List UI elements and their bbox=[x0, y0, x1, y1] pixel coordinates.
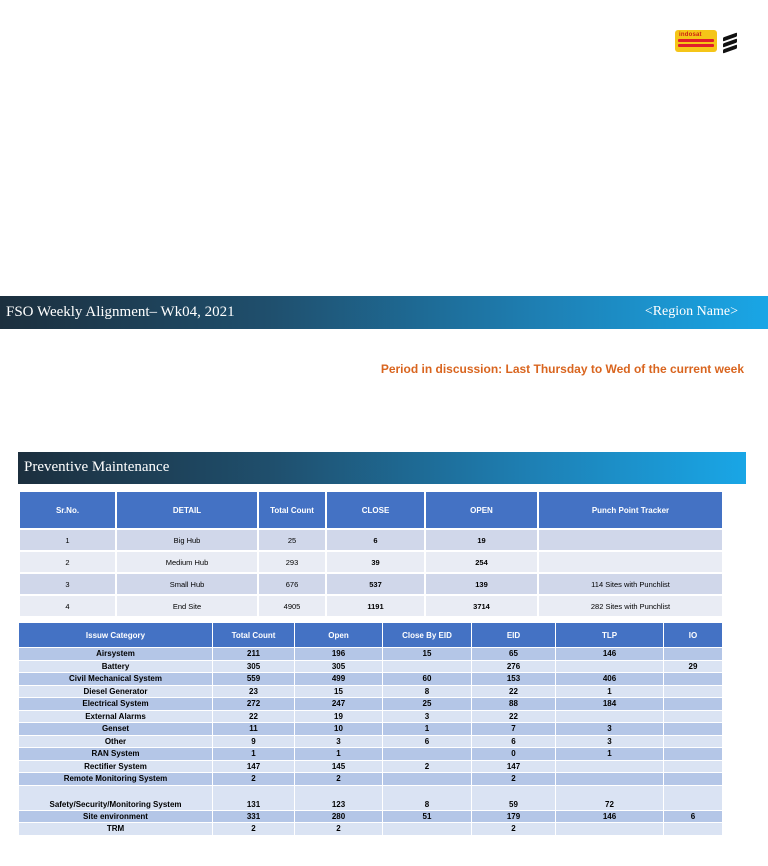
ericsson-logo-icon bbox=[723, 31, 739, 53]
column-header: TLP bbox=[556, 623, 664, 648]
table-cell: 1 bbox=[556, 685, 664, 698]
table-cell: 131 bbox=[213, 785, 295, 810]
section-title: Preventive Maintenance bbox=[24, 459, 170, 475]
table-cell: 2 bbox=[295, 773, 383, 786]
table-cell: 145 bbox=[295, 760, 383, 773]
table-row bbox=[19, 785, 723, 810]
table-cell bbox=[383, 773, 472, 786]
table-cell: 305 bbox=[295, 660, 383, 673]
column-header: CLOSE bbox=[326, 491, 425, 529]
table-row bbox=[19, 710, 723, 723]
table-cell: Other bbox=[19, 735, 213, 748]
table-cell: 22 bbox=[472, 685, 556, 698]
table-cell: 7 bbox=[472, 723, 556, 736]
table-cell: 3714 bbox=[425, 595, 538, 617]
table-cell bbox=[383, 823, 472, 836]
table-cell: 139 bbox=[425, 573, 538, 595]
indosat-logo: indosat bbox=[675, 30, 717, 52]
table-cell: 23 bbox=[213, 685, 295, 698]
table-cell: 280 bbox=[295, 810, 383, 823]
table-cell bbox=[556, 660, 664, 673]
table-cell: 293 bbox=[258, 551, 326, 573]
table-cell: Diesel Generator bbox=[19, 685, 213, 698]
table-cell: 499 bbox=[295, 673, 383, 686]
table-cell: 3 bbox=[295, 735, 383, 748]
column-header: OPEN bbox=[425, 491, 538, 529]
table-cell bbox=[556, 823, 664, 836]
table-cell: Electrical System bbox=[19, 698, 213, 711]
table-cell: 179 bbox=[472, 810, 556, 823]
table-cell: 184 bbox=[556, 698, 664, 711]
brand-logos bbox=[675, 30, 745, 54]
table-row bbox=[19, 748, 723, 761]
table-cell: Remote Monitoring System bbox=[19, 773, 213, 786]
table-cell: End Site bbox=[116, 595, 258, 617]
table-cell bbox=[556, 773, 664, 786]
table-cell: 4 bbox=[19, 595, 116, 617]
table-cell: 51 bbox=[383, 810, 472, 823]
table-cell: 147 bbox=[213, 760, 295, 773]
table-cell bbox=[664, 698, 723, 711]
table-cell: 65 bbox=[472, 648, 556, 661]
table-cell: 146 bbox=[556, 810, 664, 823]
table-cell: 3 bbox=[383, 710, 472, 723]
summary-table bbox=[18, 490, 724, 618]
table-row bbox=[19, 551, 723, 573]
table-cell: 3 bbox=[19, 573, 116, 595]
table-cell: 1 bbox=[213, 748, 295, 761]
table-cell: 3 bbox=[556, 735, 664, 748]
table-cell: 123 bbox=[295, 785, 383, 810]
table-cell: 11 bbox=[213, 723, 295, 736]
table-cell: 25 bbox=[383, 698, 472, 711]
title-banner bbox=[0, 296, 768, 329]
column-header: EID bbox=[472, 623, 556, 648]
table-cell: 2 bbox=[19, 551, 116, 573]
table-cell: 8 bbox=[383, 685, 472, 698]
table-cell: 114 Sites with Punchlist bbox=[538, 573, 723, 595]
table-cell: 2 bbox=[472, 773, 556, 786]
table-cell: 72 bbox=[556, 785, 664, 810]
column-header: DETAIL bbox=[116, 491, 258, 529]
table-cell: Genset bbox=[19, 723, 213, 736]
issue-category-table bbox=[18, 622, 723, 836]
section-banner bbox=[18, 452, 746, 484]
column-header: Sr.No. bbox=[19, 491, 116, 529]
table-row bbox=[19, 760, 723, 773]
table-cell: 39 bbox=[326, 551, 425, 573]
table-cell: 196 bbox=[295, 648, 383, 661]
table-cell bbox=[664, 748, 723, 761]
table-cell: Airsystem bbox=[19, 648, 213, 661]
table-cell: 247 bbox=[295, 698, 383, 711]
table-cell: 1 bbox=[19, 529, 116, 551]
table-cell: 25 bbox=[258, 529, 326, 551]
column-header: Punch Point Tracker bbox=[538, 491, 723, 529]
table-row bbox=[19, 823, 723, 836]
table-cell bbox=[664, 648, 723, 661]
table-cell: 2 bbox=[472, 823, 556, 836]
table-cell: 6 bbox=[664, 810, 723, 823]
table-cell: TRM bbox=[19, 823, 213, 836]
table-cell: 676 bbox=[258, 573, 326, 595]
table-cell: 147 bbox=[472, 760, 556, 773]
table-cell: 6 bbox=[326, 529, 425, 551]
table-cell: Medium Hub bbox=[116, 551, 258, 573]
column-header: IO bbox=[664, 623, 723, 648]
table-cell: 1 bbox=[295, 748, 383, 761]
table-cell: 59 bbox=[472, 785, 556, 810]
table-cell: 60 bbox=[383, 673, 472, 686]
page-title: FSO Weekly Alignment– Wk04, 2021 bbox=[6, 304, 235, 320]
table-row bbox=[19, 698, 723, 711]
table-row bbox=[19, 810, 723, 823]
table-cell: Big Hub bbox=[116, 529, 258, 551]
column-header: Close By EID bbox=[383, 623, 472, 648]
table-cell: 282 Sites with Punchlist bbox=[538, 595, 723, 617]
table-cell bbox=[664, 723, 723, 736]
table-cell: 3 bbox=[556, 723, 664, 736]
table-row bbox=[19, 735, 723, 748]
table-row bbox=[19, 685, 723, 698]
table-cell: 305 bbox=[213, 660, 295, 673]
table-cell bbox=[556, 710, 664, 723]
table-cell: 22 bbox=[213, 710, 295, 723]
table-cell: Battery bbox=[19, 660, 213, 673]
table-row bbox=[19, 648, 723, 661]
table-cell: RAN System bbox=[19, 748, 213, 761]
table-cell: 9 bbox=[213, 735, 295, 748]
table-cell: 88 bbox=[472, 698, 556, 711]
table-cell: 15 bbox=[295, 685, 383, 698]
table-cell bbox=[664, 823, 723, 836]
table-row bbox=[19, 723, 723, 736]
table-cell: 4905 bbox=[258, 595, 326, 617]
column-header: Total Count bbox=[213, 623, 295, 648]
table-cell: 6 bbox=[472, 735, 556, 748]
table-cell bbox=[664, 773, 723, 786]
table-cell: 2 bbox=[383, 760, 472, 773]
table-cell: 2 bbox=[295, 823, 383, 836]
table-cell: 406 bbox=[556, 673, 664, 686]
table-row bbox=[19, 573, 723, 595]
table-cell: 1191 bbox=[326, 595, 425, 617]
table-cell: 19 bbox=[425, 529, 538, 551]
table-cell: Civil Mechanical System bbox=[19, 673, 213, 686]
table-cell bbox=[664, 735, 723, 748]
table-cell: 22 bbox=[472, 710, 556, 723]
table-cell bbox=[383, 748, 472, 761]
table-cell: 272 bbox=[213, 698, 295, 711]
table-cell: 331 bbox=[213, 810, 295, 823]
table-cell bbox=[383, 660, 472, 673]
table-cell bbox=[538, 529, 723, 551]
table-row bbox=[19, 773, 723, 786]
table-cell: 0 bbox=[472, 748, 556, 761]
table-cell: 254 bbox=[425, 551, 538, 573]
table-cell: 537 bbox=[326, 573, 425, 595]
table-cell bbox=[664, 685, 723, 698]
table-cell: 2 bbox=[213, 823, 295, 836]
table-cell: 276 bbox=[472, 660, 556, 673]
table-cell: 153 bbox=[472, 673, 556, 686]
table-cell: External Alarms bbox=[19, 710, 213, 723]
table-cell: 1 bbox=[383, 723, 472, 736]
column-header: Total Count bbox=[258, 491, 326, 529]
column-header: Issuw Category bbox=[19, 623, 213, 648]
table-cell: 10 bbox=[295, 723, 383, 736]
table-cell bbox=[556, 760, 664, 773]
table-cell: Safety/Security/Monitoring System bbox=[19, 785, 213, 810]
table-cell: Rectifier System bbox=[19, 760, 213, 773]
table-cell bbox=[664, 760, 723, 773]
table-cell: 29 bbox=[664, 660, 723, 673]
table-cell: 559 bbox=[213, 673, 295, 686]
table-cell bbox=[538, 551, 723, 573]
table-row bbox=[19, 595, 723, 617]
column-header: Open bbox=[295, 623, 383, 648]
table-cell: 2 bbox=[213, 773, 295, 786]
table-cell: 19 bbox=[295, 710, 383, 723]
table-cell: 146 bbox=[556, 648, 664, 661]
table-cell: Site environment bbox=[19, 810, 213, 823]
table-cell bbox=[664, 673, 723, 686]
table-row bbox=[19, 529, 723, 551]
table-cell bbox=[664, 785, 723, 810]
table-cell: Small Hub bbox=[116, 573, 258, 595]
table-cell: 211 bbox=[213, 648, 295, 661]
period-note: Period in discussion: Last Thursday to Wed of the current week bbox=[380, 362, 744, 376]
table-row bbox=[19, 673, 723, 686]
table-row bbox=[19, 660, 723, 673]
table-cell: 6 bbox=[383, 735, 472, 748]
table-cell: 15 bbox=[383, 648, 472, 661]
table-cell: 1 bbox=[556, 748, 664, 761]
table-cell: 8 bbox=[383, 785, 472, 810]
region-name: <Region Name> bbox=[644, 304, 738, 319]
table-cell bbox=[664, 710, 723, 723]
